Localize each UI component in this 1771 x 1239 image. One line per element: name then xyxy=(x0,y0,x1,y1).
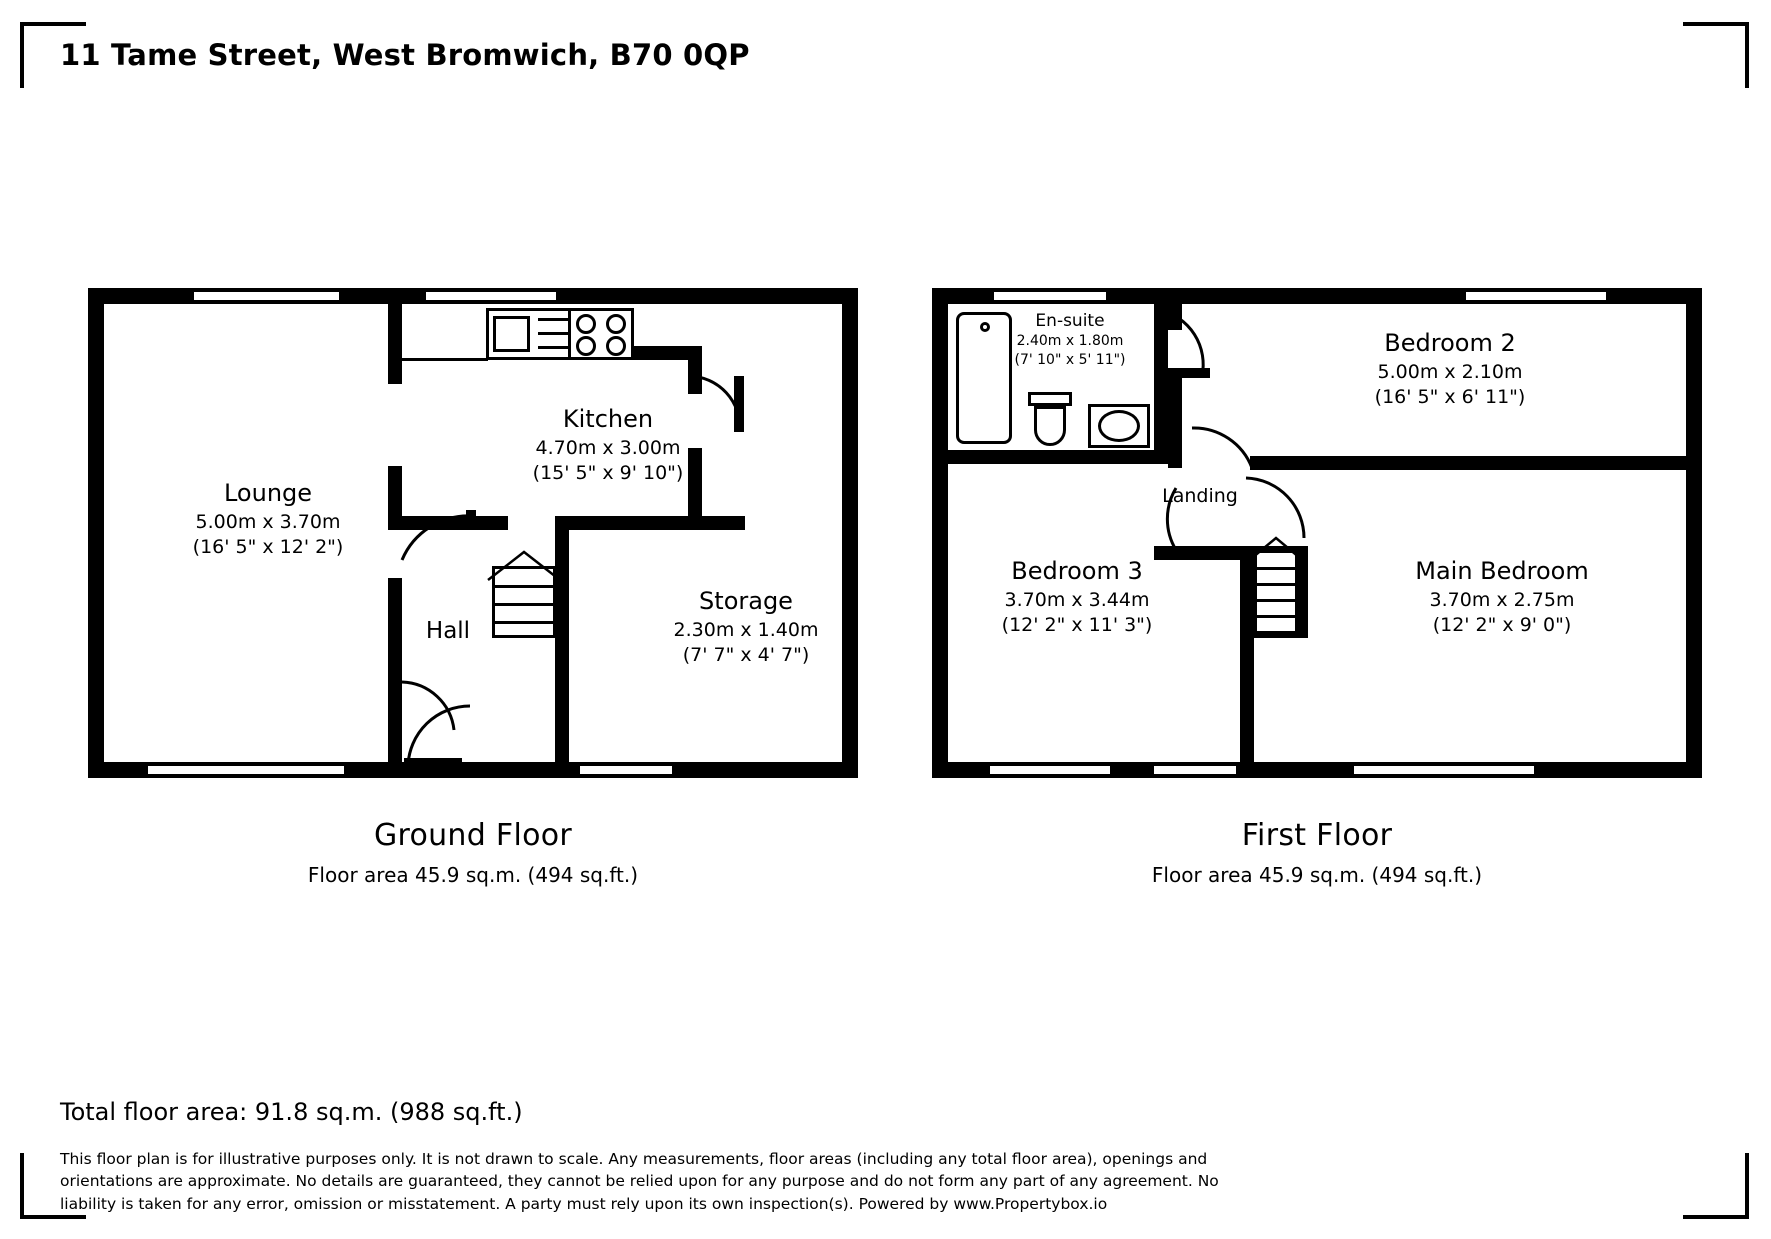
room-label-bedroom2 xyxy=(1260,328,1640,410)
room-label-main-bedroom xyxy=(1332,556,1672,638)
stair-direction-arrow xyxy=(484,546,564,586)
room-dim-imperial: (16' 5" x 12' 2") xyxy=(192,535,344,558)
wall-first-left xyxy=(932,288,948,778)
room-label-landing xyxy=(1110,484,1290,509)
hob-ring-4 xyxy=(606,336,626,356)
window-kitchen-rear xyxy=(580,763,672,777)
ground-floor-caption xyxy=(88,818,858,887)
room-dim-metric: 2.40m x 1.80m xyxy=(1016,333,1124,350)
floor-area: Floor area 45.9 sq.m. (494 sq.ft.) xyxy=(1151,863,1483,887)
first-floor-plan xyxy=(932,288,1702,887)
room-dim-imperial: (16' 5" x 6' 11") xyxy=(1374,385,1526,408)
window-lounge-rear xyxy=(148,763,344,777)
room-name: Lounge xyxy=(223,479,313,507)
disclaimer-text: This floor plan is for illustrative purposes only. It is not drawn to scale. Any measurements, floor areas (including any total floor area), openings and orientations are approximate. No details are guaranteed, they cannot be relied upon for any purpose and do not form any part of any agreement. No liability is taken for any error, omission or misstatement. A party must rely upon its own inspection(s). Powered by www.Propertybox.io xyxy=(60,1150,1219,1213)
room-label-hall xyxy=(388,616,508,646)
stair-step xyxy=(495,603,553,606)
window-kitchen-rear-top xyxy=(426,289,556,303)
stair-step xyxy=(1257,599,1295,602)
room-dim-metric: 4.70m x 3.00m xyxy=(535,436,681,459)
total-floor-area: Total floor area: 91.8 sq.m. (988 sq.ft.) xyxy=(60,1098,523,1126)
room-dim-imperial: (7' 10" x 5' 11") xyxy=(1014,351,1126,368)
room-label-storage xyxy=(636,586,856,668)
crop-mark-bottom-right xyxy=(1683,1153,1749,1219)
wall-ensuite-bottom xyxy=(932,450,1168,464)
first-floor-caption xyxy=(932,818,1702,887)
wall-lounge-kitchen-divider xyxy=(388,288,402,384)
room-dim-metric: 3.70m x 3.44m xyxy=(1004,588,1150,611)
window-bedroom3-rear xyxy=(990,763,1110,777)
floor-area: Floor area 45.9 sq.m. (494 sq.ft.) xyxy=(307,863,639,887)
room-label-kitchen xyxy=(498,404,718,486)
door-lounge-hall xyxy=(390,510,476,566)
door-bedroom2 xyxy=(1184,426,1256,472)
room-name: Main Bedroom xyxy=(1415,557,1589,585)
hob-ring-2 xyxy=(606,314,626,334)
room-dim-metric: 5.00m x 3.70m xyxy=(195,510,341,533)
stair-step xyxy=(1257,567,1295,570)
room-dim-metric: 5.00m x 2.10m xyxy=(1377,360,1523,383)
window-lounge-front xyxy=(194,289,339,303)
window-landing-rear xyxy=(1154,763,1236,777)
window-ensuite-front xyxy=(994,289,1106,303)
wc-pan xyxy=(1034,406,1066,446)
room-dim-metric: 2.30m x 1.40m xyxy=(673,618,819,641)
crop-mark-top-right xyxy=(1683,22,1749,88)
room-dim-imperial: (7' 7" x 4' 7") xyxy=(682,643,810,666)
room-label-ensuite xyxy=(970,310,1170,369)
kitchen-sink-basin xyxy=(493,316,530,352)
kitchen-worktop-line-2 xyxy=(402,358,405,361)
window-main-bedroom-rear xyxy=(1354,763,1534,777)
floor-name: First Floor xyxy=(1241,818,1393,853)
hob-ring-3 xyxy=(576,336,596,356)
wall-ground-right xyxy=(842,288,858,778)
staircase-first xyxy=(1254,550,1298,634)
room-dim-imperial: (15' 5" x 9' 10") xyxy=(532,461,684,484)
stair-step xyxy=(1257,615,1295,618)
room-name: En-suite xyxy=(1035,311,1105,331)
wall-main-bedroom-left xyxy=(1240,546,1254,778)
room-dim-imperial: (12' 2" x 9' 0") xyxy=(1432,613,1572,636)
room-name: Landing xyxy=(1162,485,1238,507)
room-name: Kitchen xyxy=(562,405,654,433)
wall-bedroom2-bottom xyxy=(1250,456,1702,470)
wall-first-right xyxy=(1686,288,1702,778)
room-label-bedroom3 xyxy=(927,556,1227,638)
wall-ground-left xyxy=(88,288,104,778)
washbasin-bowl xyxy=(1098,410,1140,442)
door-hall-front xyxy=(404,700,478,770)
hob-ring-1 xyxy=(576,314,596,334)
wc-cistern xyxy=(1028,392,1072,406)
wall-storage-top xyxy=(555,516,745,530)
kitchen-worktop-line xyxy=(402,358,488,361)
room-dim-metric: 3.70m x 2.75m xyxy=(1429,588,1575,611)
room-name: Storage xyxy=(699,587,793,615)
page-title: 11 Tame Street, West Bromwich, B70 0QP xyxy=(60,38,750,72)
room-label-lounge xyxy=(158,478,378,560)
room-name: Bedroom 2 xyxy=(1384,329,1516,357)
wall-kitchen-counter-edge xyxy=(634,346,702,360)
wall-bedroom2-left-2 xyxy=(1168,372,1182,468)
room-name: Hall xyxy=(425,618,471,644)
room-name: Bedroom 3 xyxy=(1011,557,1143,585)
stair-step xyxy=(1257,583,1295,586)
ground-floor-plan xyxy=(88,288,858,887)
window-bedroom2-front xyxy=(1466,289,1606,303)
room-dim-imperial: (12' 2" x 11' 3") xyxy=(1001,613,1153,636)
floor-name: Ground Floor xyxy=(373,818,573,853)
